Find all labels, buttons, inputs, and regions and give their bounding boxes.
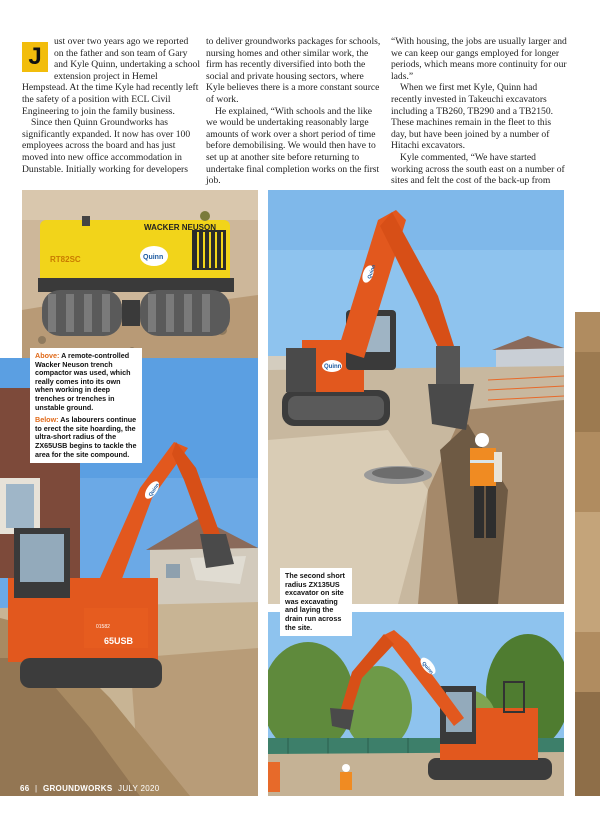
article-column-1 xyxy=(22,36,200,175)
wacker-brand-text: WACKER NEUSON xyxy=(144,223,217,232)
caption-below-text: As labourers continue to erect the site hoarding, the ultra-short radius of the ZX65USB begins to tackle the area for the site compound. xyxy=(35,415,137,459)
caption-second-excavator xyxy=(280,568,352,636)
paragraph: He explained, “With schools and the like we would be undertaking reasonably large amounts of work over a short period of time before demobilising. We would then have to set up at another site before returning to undertake final completion works on the first job. xyxy=(206,105,380,187)
caption-above-text: A remote-controlled Wacker Neuson trench compactor was used, which really comes into its own when working in deep trenches or trenches in unstable ground. xyxy=(35,351,131,412)
paragraph: to deliver groundworks packages for schools, nursing homes and other similar work, the firm has recently diversified into both the social and private housing sectors, where Kyle believes there is a more constant source of work. xyxy=(206,36,381,105)
paragraph: Since then Quinn Groundworks has significantly expanded. It now has over 100 employees across the board and has just moved into new office accommodation in Dunstable. Initially working for developers xyxy=(22,117,191,175)
zx135us-illustration xyxy=(268,612,564,796)
page-number: 66 xyxy=(20,784,30,793)
roller-model-text: RT82SC xyxy=(50,255,81,264)
mini-model-text: 65USB xyxy=(104,636,134,646)
issue-date: JULY 2020 xyxy=(118,784,160,793)
photo-edge-strip xyxy=(575,312,600,796)
quinn-logo: Quinn xyxy=(147,482,161,498)
article-column-3 xyxy=(391,36,567,187)
photo-zx135us-excavator xyxy=(268,612,564,796)
photo-excavator-trench xyxy=(268,190,564,604)
caption-above-below xyxy=(30,348,142,463)
caption-above-lead: Above: xyxy=(35,351,60,360)
drop-cap: J xyxy=(22,42,48,72)
edge-strip-illustration xyxy=(575,312,600,796)
paragraph: When we first met Kyle, Quinn had recently invested in Takeuchi excavators including a TB260, TB290 and a TB2150. These machines remain in the fleet to this day, but have been joined by a number of Hitachi excavators. xyxy=(391,82,554,152)
quinn-logo: Quinn xyxy=(143,254,164,261)
quinn-logo: Quinn xyxy=(324,364,342,370)
paragraph: “With housing, the jobs are usually larger and we can keep our gangs employed for longer periods, which means more continuity for our lads.” xyxy=(391,36,567,82)
page-footer: 66 | GROUNDWORKS JULY 2020 xyxy=(20,784,160,793)
trench-excavator-illustration xyxy=(268,190,564,604)
article-column-2 xyxy=(206,36,384,187)
paragraph: ust over two years ago we reported on the father and son team of Gary and Kyle Quinn, undertaking a school extension project in Hemel Hempstead. At the time Kyle had recently left the safety of a position with ECL Civil Engineering to join the family business. xyxy=(22,36,201,117)
compactor-illustration xyxy=(22,190,258,358)
quinn-logo: Quinn xyxy=(366,264,378,280)
mini-phone-text: 01582 xyxy=(96,624,110,630)
paragraph: Kyle commented, “We have started working across the south east on a number of sites and felt the cost of the back-up from xyxy=(391,151,565,187)
photo-trench-compactor xyxy=(22,190,258,358)
caption-below-lead: Below: xyxy=(35,415,59,425)
caption-second-text: The second short radius ZX135US excavator on site was excavating and laying the drain run across the site. xyxy=(285,571,345,632)
quinn-logo: Quinn xyxy=(420,660,435,676)
magazine-name: GROUNDWORKS xyxy=(42,784,113,793)
